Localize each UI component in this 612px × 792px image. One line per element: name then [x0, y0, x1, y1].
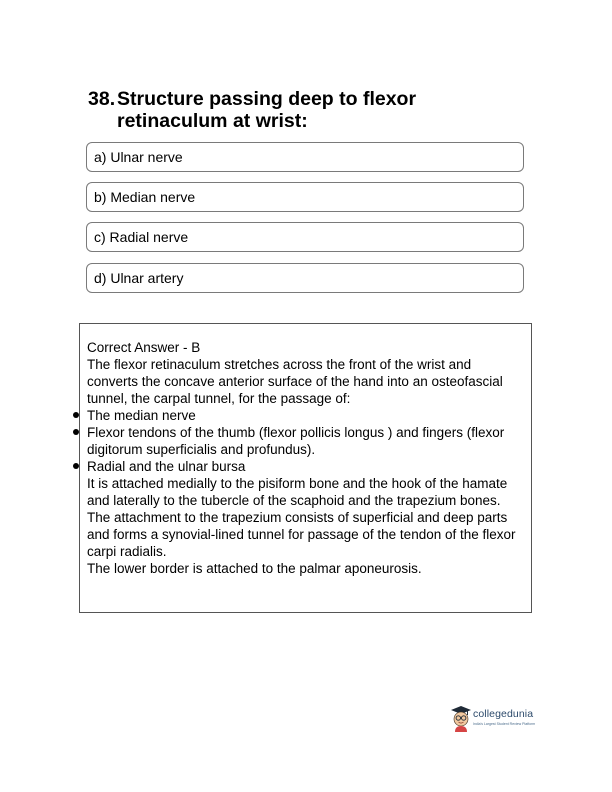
bullet-dot-icon — [73, 429, 79, 435]
bullet-dot-icon — [73, 463, 79, 469]
option-a[interactable]: a) Ulnar nerve — [86, 142, 524, 172]
answer-bullet — [87, 424, 517, 458]
answer-bullet-text: Radial and the ulnar bursa — [87, 459, 246, 474]
answer-body — [87, 339, 517, 577]
logo-tagline: India's Largest Student Review Platform — [473, 722, 536, 726]
question-number: 38. — [88, 88, 116, 110]
question — [88, 88, 528, 132]
option-c[interactable]: c) Radial nerve — [86, 222, 524, 252]
answer-intro: The flexor retinaculum stretches across the front of the wrist and converts the concave anterior surface of the hand into an osteofascial tunnel, the carpal tunnel, for the passage of: — [87, 357, 503, 406]
answer-bullet — [87, 458, 517, 475]
answer-paragraph-trapezium: The attachment to the trapezium consists of superficial and deep parts and forms a synovial-lined tunnel for passage of the tendon of the flexor carpi radialis. — [87, 510, 516, 559]
answer-paragraph-lower-border: The lower border is attached to the palmar aponeurosis. — [87, 561, 422, 576]
answer-paragraph-attachment: It is attached medially to the pisiform bone and the hook of the hamate and laterally to the tubercle of the scaphoid and the trapezium bones. — [87, 476, 508, 508]
answer-bullet-text: Flexor tendons of the thumb (flexor pollicis longus ) and fingers (flexor digitorum superficialis and profundus). — [87, 425, 505, 457]
question-text: Structure passing deep to flexor retinaculum at wrist: — [117, 88, 417, 132]
option-d[interactable]: d) Ulnar artery — [86, 263, 524, 293]
answer-bullet-text: The median nerve — [87, 408, 196, 423]
answer-heading: Correct Answer - B — [87, 340, 201, 355]
logo-brand-text: collegedunia — [473, 708, 534, 720]
answer-bullet — [87, 407, 517, 424]
graduate-mascot-icon — [450, 704, 472, 732]
bullet-dot-icon — [73, 412, 79, 418]
collegedunia-logo — [450, 704, 550, 734]
option-b[interactable]: b) Median nerve — [86, 182, 524, 212]
